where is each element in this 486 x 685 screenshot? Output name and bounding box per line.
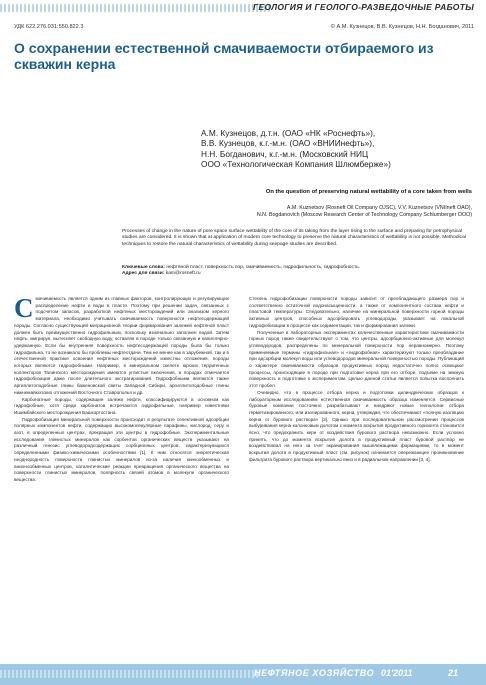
author-3-org: ООО «Технологическая Компания Шлюмберже») <box>201 159 391 170</box>
copyright: © А.М. Кузнецов, В.В. Кузнецов, Н.Н. Богданович, 2011 <box>330 24 474 30</box>
udk-code: УДК 622.276.031:550.822.3 <box>14 24 84 30</box>
paragraph-text: мачиваемость является одним из главных факторов, контролирующих и регулирующих распределение нефти и воды в пласте. Поэтому при решении задач, связанных с подсчетом запасов, разработкой нефтяных месторождений или анализом керного материала, необходимо учитывать смачиваемость поверхности нефтесодержащей породы. Согласно существующей миграционной теории формирования залежей нефтяной пласт должен быть преимущественно гидрофильным, поскольку изначально заполнен водой. Затем нефть, мигрируя, вытесняет свободную воду, оставляя в породе только связанную и капиллярно-удержанную. Если бы внутренняя поверхность нефтесодержащей породы была бы только гидрофильна, то не возникало бы проблемы нефтеотдачи. Тем не менее как в зарубежной, так и в отечественной практике освоения нефтяных месторождений известны отложения, породы которых являются гидрофобными. Например, в минеральном скелете юрских терригенных коллекторов Талинского месторождения имеются углистые включения, в породах отмечается гидрофобизация даже после длительного экстрагирования. Гидрофобными являются также аргиллитоподобные глины баженовской свиты Западной Сибири, аргиллитоподобные глины нижнемайкопских отложений Восточного Ставрополья и др. <box>14 296 229 395</box>
author-1: А.М. Кузнецов, д.т.н. (ОАО «НК «Роснефть»), <box>201 128 376 138</box>
author-2: В.В. Кузнецов, к.г.-м.н. (ОАО «ВНИИнефть»), <box>201 138 375 149</box>
keywords-label: Ключевые слова: <box>122 265 165 270</box>
top-bar <box>0 0 486 16</box>
decorative-stripe <box>0 4 270 12</box>
author-3: Н.Н. Богданович, к.г.-м.н. (Московский НИЦ <box>201 148 369 159</box>
authors-ru <box>201 128 461 170</box>
paragraph <box>14 296 229 397</box>
keywords: нефтяной пласт, поверхность пор, смачиваемость, гидрофильность, гидрофобность. <box>166 265 361 270</box>
paragraph: Карбонатные породы, содержащие залежи нефти, классифицируются в основном как гидрофобные, хотя среди карбонатов встречаются гидрофильные, например известняки Ишимбайского месторождения Башкортостана. <box>14 396 229 415</box>
paragraph: Очевидно, что в процессе отбора керна и подготовки цилиндрических образцов к лабораторным исследованиям естественная смачиваемость образца изменяется. Сервисные буровые компании постоянно разрабатывают и внедряют новые технологии отбора герметизированного, или изолированного, керна, утверждая, что обеспечивают «полную изоляцию керна от бурового раствора» [2]. Однако при последовательном рассмотрении процессов выбуривания керна колонковым долотом с момента вскрытия продуктивного горизонта становится ясно, что предохранить керн от воздействия бурового раствора невозможно. Если условно принять, что до момента вскрытия долота в продуктивный пласт буровой раствор не воздействовал на него за счет экранирования вышележащими формациями, то в момент вскрытия долота в продуктивный пласт (см. рисунок) начинается опережающее проникновение фильтрата бурового раствора вертикально вниз и в радиальном направлении [3, 4]. <box>249 389 464 462</box>
keywords-block <box>122 265 472 278</box>
authors-en-line-2: N.N. Bogdanovich (Moscow Research Center of Technology Company Schlumberger OOO) <box>256 212 472 218</box>
body-column-left <box>14 296 229 644</box>
paragraph: Гидрофобизация минеральной поверхности происходит в результате селективной адсорбции полярных компонентов нефти, содержащих высокомолекулярные парафины, кислород, серу и азот, в определенных центрах, прекращая эти центры в гидрофобные. Экспериментальные исследования глинистых минералов как сорбентов органических веществ указывают на различный генезис углеводородсодержащих сорбционных центров, характеризующихся определенными физико-химическими особенностями [1]. К ним относятся энергетическая неоднородность поверхности глинистых минералов из-за наличия кинкообменных и анионообменных центров, каталитические реакции превращения органического вещества на поверхности глинистых минералов, полярность связей атомов в молекуле органического вещества. <box>14 416 229 482</box>
paragraph: Полученные в лабораторных экспериментах количественные характеристики смачиваемости горных пород также свидетельствуют о том, что центры, адсорбционно-активные для молекул углеводородов, распределены по минеральной поверхности пор неравномерно. Поэтому применяемые термины «гидрофильная» и «гидрофобная» характеризуют только преобладание при адсорбции молекул воды или углеводородов минеральной поверхностью породы. Публикаций о характере смачиваемости образцов продуктивных пород недостаточно полно освещают процессы, происходящие в породе при подготовке керна при его отборе, подъеме на земную поверхность и подготовке к экспериментам. Целью данной статьи является попытка восполнить этот пробел. <box>249 329 464 389</box>
abstract-en: Processes of change in the nature of pore space surface wettability of the core of its taking from the layer rising to the surface and preparing for petrophysical studies are considered. It is shown that at application of modern core technology to preserve the natural characteristics of wettability is not possible. Methodical techniques to restore the natural characteristics of wettability during seepage studies are described. <box>122 229 466 247</box>
issue-number: 01'2011 <box>381 668 413 678</box>
article-title-en: On the question of preserving natural wettability of a core taken from wells <box>265 189 472 195</box>
address-line <box>122 271 472 277</box>
authors-en-line-1: A.M. Kuznetsov (Rosneft Oil Company OJSC), V.V. Kuznetsov (VNIIneft OAO), <box>286 205 472 211</box>
contact-email[interactable]: kam@rosneft.ru <box>165 271 201 277</box>
section-title: ГЕОЛОГИЯ И ГЕОЛОГО-РАЗВЕДОЧНЫЕ РАБОТЫ <box>252 2 474 12</box>
journal-name: НЕФТЯНОЕ ХОЗЯЙСТВО <box>254 668 375 678</box>
authors-en <box>14 205 472 219</box>
page-number: 21 <box>448 668 459 678</box>
body-column-right <box>249 296 464 644</box>
article-title: О сохранении естественной смачиваемости отбираемого из скважин керна <box>14 40 434 72</box>
footer-bar <box>0 664 486 685</box>
decorative-stripe <box>0 670 260 678</box>
address-label: Адрес для связи: <box>122 271 165 277</box>
paragraph: Степень гидрофобизации поверхности породы зависит от преобладающего размера пор и соответственно остаточной водонасыщенности, а также от компонентного состава нефти и пластовой температуры. Следовательно, наличие на минеральной поверхности горной породы активных центров, способных адсорбировать углеводороды, указывает на локальной гидрофобизации в процессе как седиментации, так и формирования залежи. <box>249 296 464 328</box>
drop-cap: С <box>14 296 34 323</box>
